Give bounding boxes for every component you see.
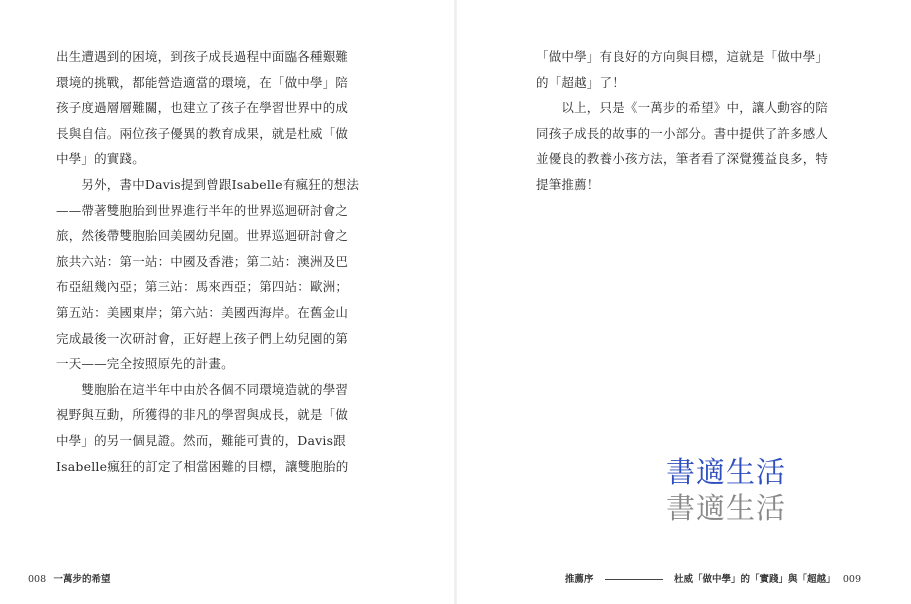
text-line: 以上，只是《一萬步的希望》中，讓人動容的陪 [536,100,829,116]
right-section-label: 推薦序 [564,574,594,585]
right-running-title: 杜威「做中學」的「實踐」與「超越」 [674,574,836,585]
right-page-number: 009 [842,574,861,585]
text-line: 出生遭遇到的困境，到孩子成長過程中面臨各種艱難 [56,49,349,64]
text-line: 同孩子成長的故事的一小部分。書中提供了許多感人 [536,125,829,141]
text-line: 另外，書中Davis提到曾跟Isabelle有瘋狂的想法 [56,176,360,192]
text-line: 第五站：美國東岸；第六站：美國西海岸。在舊金山 [56,304,349,320]
text-line: 中學」的另一個見證。然而，難能可貴的，Davis跟 [56,432,346,448]
signature-blue: 書適生活 [666,455,787,489]
signature-gray: 書適生活 [666,491,787,525]
text-line: 長與自信。兩位孩子優異的教育成果，就是杜威「做 [56,125,349,141]
left-page-body [56,44,360,479]
text-line: 旅，然後帶雙胞胎回美國幼兒園。世界巡迴研討會之 [56,228,349,244]
text-line: 並優良的教養小孩方法，筆者看了深覺獲益良多，特 [536,151,829,167]
text-line: 的「超越」了！ [536,74,625,90]
left-footer [24,571,110,585]
right-page [456,0,911,604]
text-line: 布亞紐幾內亞；第三站：馬來西亞；第四站：歐洲； [56,279,349,295]
text-line: 提筆推薦！ [536,176,600,192]
text-line: ——帶著雙胞胎到世界進行半年的世界巡迴研討會之 [56,202,349,218]
right-footer [565,571,865,585]
right-page-body [536,44,836,198]
text-line: 環境的挑戰，都能營造適當的環境，在「做中學」陪 [56,74,349,90]
text-line: 孩子度過層層難關，也建立了孩子在學習世界中的成 [56,100,349,116]
text-line: 「做中學」有良好的方向與目標，這就是「做中學」 [536,49,829,64]
left-running-title: 一萬步的希望 [53,574,111,585]
left-page-number: 008 [28,574,47,585]
text-line: 中學」的實踐。 [56,151,145,167]
left-page [0,0,455,604]
text-line: 一天——完全按照原先的計畫。 [56,356,234,372]
footer-rule [605,579,663,580]
text-line: 完成最後一次研討會，正好趕上孩子們上幼兒園的第 [56,330,349,346]
text-line: 視野與互動，所獲得的非凡的學習與成長，就是「做 [56,407,349,423]
text-line: 雙胞胎在這半年中由於各個不同環境造就的學習 [56,381,349,397]
text-line: 旅共六站：第一站：中國及香港；第二站：澳洲及巴 [56,253,349,269]
text-line: Isabelle瘋狂的訂定了相當困難的目標，讓雙胞胎的 [56,458,349,474]
